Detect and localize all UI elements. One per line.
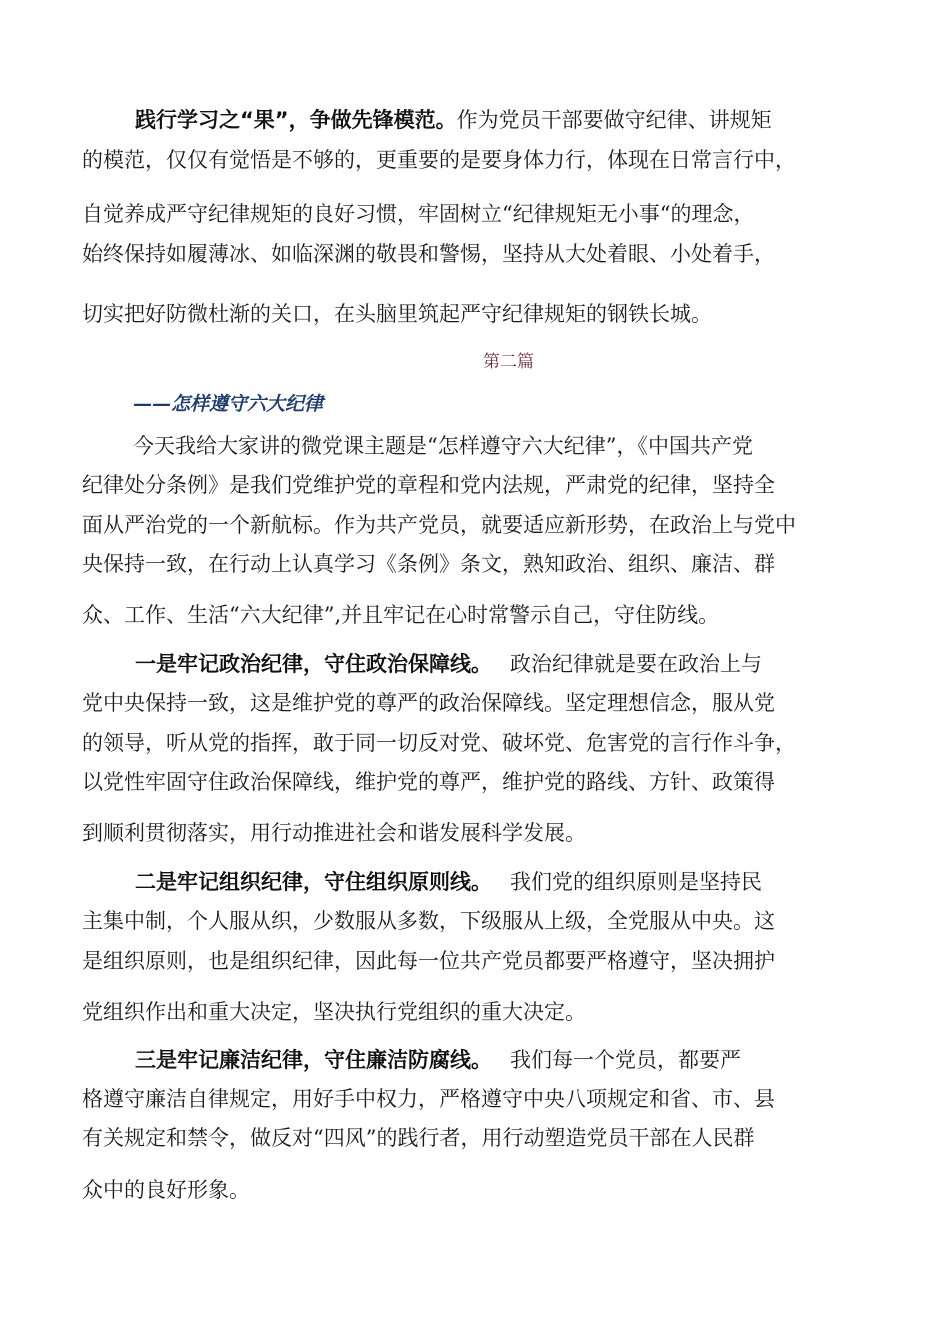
intro-line-3: 面从严治党的一个新航标。作为共产党员，就要适应新形势，在政治上与党中 (82, 513, 796, 537)
point2-line-4: 党组织作出和重大决定，坚决执行党组织的重大决定。 (82, 1000, 586, 1024)
point2-line-3: 是组织原则，也是组织纪律，因此每一位共产党员都要严格遵守，坚决拥护 (82, 949, 775, 973)
point3-line-3: 有关规定和禁令，做反对“四风”的践行者，用行动塑造党员干部在人民群 (82, 1126, 755, 1150)
intro-line-5: 众、工作、生活“六大纪律”,并且牢记在心时常警示自己，守住防线。 (82, 603, 720, 627)
intro-line-4: 央保持一致，在行动上认真学习《条例》条文，熟知政治、组织、廉洁、群 (82, 552, 775, 576)
subtitle: ——怎样遵守六大纪律 (133, 393, 324, 415)
section1-lead: 践行学习之“果”，争做先锋模范。 (135, 108, 457, 132)
point3-line-1 (135, 1046, 741, 1074)
point1-lead: 一是牢记政治纪律，守住政治保障线。 (135, 652, 492, 676)
point2-line-1 (135, 868, 762, 896)
point2-text: 我们党的组织原则是坚持民 (510, 870, 762, 894)
point3-line-4: 众中的良好形象。 (82, 1178, 250, 1202)
section1-line-5: 切实把好防微杜渐的关口，在头脑里筑起严守纪律规矩的钢铁长城。 (82, 302, 712, 326)
section1-text: 作为党员干部要做守纪律、讲规矩 (456, 108, 772, 132)
point2-line-2: 主集中制，个人服从织，少数服从多数，下级服从上级，全党服从中央。这 (82, 909, 775, 933)
point1-line-2: 党中央保持一致，这是维护党的尊严的政治保障线。坚定理想信念，服从党 (82, 691, 775, 715)
point1-line-4: 以党性牢固守住政治保障线，维护党的尊严，维护党的路线、方针、政策得 (82, 770, 775, 794)
point3-line-2: 格遵守廉洁自律规定，用好手中权力，严格遵守中央八项规定和省、市、县 (82, 1087, 775, 1111)
point3-text: 我们每一个党员，都要严 (510, 1048, 741, 1072)
chapter-heading: 第二篇 (483, 352, 534, 372)
point2-lead: 二是牢记组织纪律，守住组织原则线。 (135, 870, 492, 894)
intro-line-2: 纪律处分条例》是我们党维护党的章程和党内法规，严肃党的纪律，坚持全 (82, 473, 775, 497)
point3-lead: 三是牢记廉洁纪律，守住廉洁防腐线。 (135, 1048, 492, 1072)
section1-line-4: 始终保持如履薄冰、如临深渊的敬畏和警惕，坚持从大处着眼、小处着手， (82, 242, 775, 266)
intro-line-1: 今天我给大家讲的微党课主题是“怎样遵守六大纪律”，《中国共产党 (133, 434, 753, 458)
section1-line-2: 的模范，仅仅有觉悟是不够的，更重要的是要身体力行，体现在日常言行中， (82, 148, 796, 172)
point1-text: 政治纪律就是要在政治上与 (510, 652, 762, 676)
section1-line-1 (135, 106, 772, 134)
point1-line-5: 到顺利贯彻落实，用行动推进社会和谐发展科学发展。 (82, 821, 586, 845)
section1-line-3: 自觉养成严守纪律规矩的良好习惯，牢固树立“纪律规矩无小事“的理念， (82, 202, 755, 226)
point1-line-1 (135, 650, 762, 678)
point1-line-3: 的领导，听从党的指挥，敢于同一切反对党、破坏党、危害党的言行作斗争， (82, 731, 796, 755)
